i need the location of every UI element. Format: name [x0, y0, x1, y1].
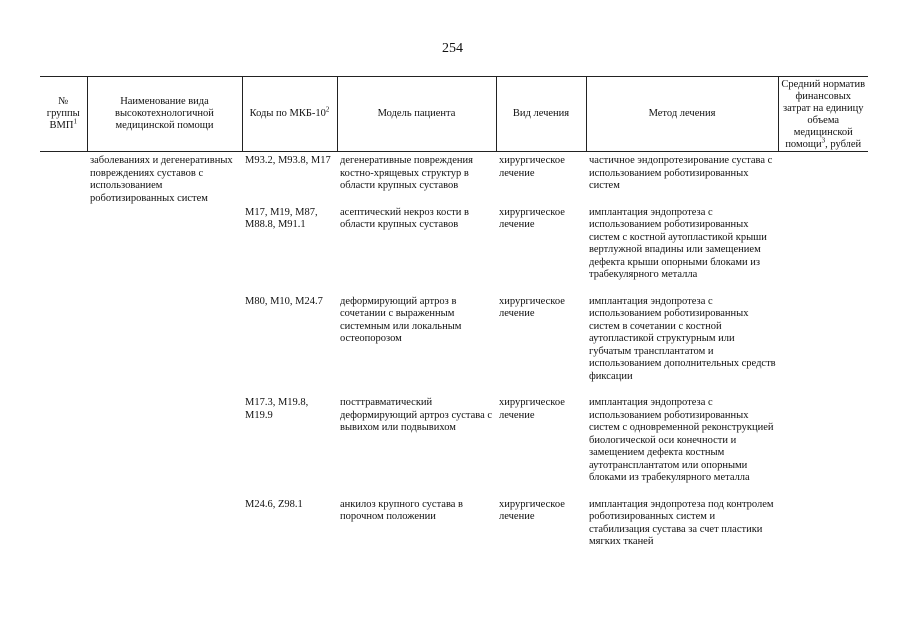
cell-cost — [778, 155, 868, 207]
cell-treatment: хирургическое лечение — [499, 295, 565, 319]
cell-model: дегенеративные повреждения костно-хрящевых структур в области крупных суставов — [340, 155, 473, 191]
table-header — [40, 76, 868, 152]
cell-group-no — [40, 499, 87, 549]
cell-cost — [778, 296, 868, 398]
cell-treatment: хирургическое лечение — [499, 498, 565, 522]
cell-group-no — [40, 155, 87, 207]
header-method: Метод лечения — [586, 77, 778, 152]
cell-group-name: заболеваниях и дегенеративных повреждениях суставов с использованием роботизированных систем — [90, 155, 233, 204]
cell-model: асептический некроз кости в области крупных суставов — [340, 206, 469, 230]
cell-treatment: хирургическое лечение — [499, 397, 565, 421]
header-name: Наименование вида высокотехнологичной медицинской помощи — [87, 77, 242, 152]
cell-codes: M24.6, Z98.1 — [245, 498, 303, 510]
cell-method: частичное эндопротезирование сустава с использованием роботизированных систем — [589, 155, 773, 191]
header-model: Модель пациента — [337, 77, 496, 152]
table-body — [40, 155, 868, 549]
cell-treatment: хирургическое лечение — [499, 155, 565, 179]
cell-cost — [778, 397, 868, 499]
header-group-no: № группы ВМП$^1$ — [40, 77, 87, 152]
cell-group-no — [40, 296, 87, 398]
cell-method: имплантация эндопротеза под контролем роботизированных систем и стабилизация сустава за счет пластики мягких тканей — [589, 498, 774, 547]
header-codes: Коды по МКБ-$10^2$ — [242, 77, 337, 152]
cell-method: имплантация эндопротеза с использованием роботизированных систем с костной аутопластикой крыши вертлужной впадины или замещением дефекта крыши опорными блоками из трабекулярного металла — [589, 206, 767, 280]
header-cost: Средний норматив финансовых затрат на единицу объема медицинской помощи$^3$, рублей — [778, 77, 868, 152]
cell-codes: M17.3, M19.8, M19.9 — [245, 397, 309, 421]
cell-model: деформирующий артроз в сочетании с выраженным системным или локальным остеопорозом — [340, 295, 462, 344]
cell-codes: M80, M10, M24.7 — [245, 295, 323, 307]
table-row — [40, 155, 868, 207]
cell-method: имплантация эндопротеза с использованием роботизированных систем в сочетании с костной аутопластикой структурным или губчатым трансплантатом и использованием дополнительных средств фиксации — [589, 295, 776, 382]
page-number: 254 — [442, 41, 463, 56]
cell-model: посттравматический деформирующий артроз сустава с вывихом или подвывихом — [340, 397, 493, 433]
cell-codes: M17, M19, M87, M88.8, M91.1 — [245, 206, 318, 230]
cell-treatment: хирургическое лечение — [499, 206, 565, 230]
cell-group-no — [40, 397, 87, 499]
cell-cost — [778, 207, 868, 296]
cell-codes: M93.2, M93.8, M17 — [245, 155, 331, 166]
cell-cost — [778, 499, 868, 549]
cell-group-no — [40, 207, 87, 296]
header-treatment-type: Вид лечения — [496, 77, 586, 152]
cell-method: имплантация эндопротеза с использованием роботизированных систем с одновременной реконструкцией биологической оси конечности и замещением дефекта костным аутотрансплантатом или опорными блоками из трабекулярного металла — [589, 397, 774, 483]
cell-model: анкилоз крупного сустава в порочном положении — [340, 498, 464, 522]
